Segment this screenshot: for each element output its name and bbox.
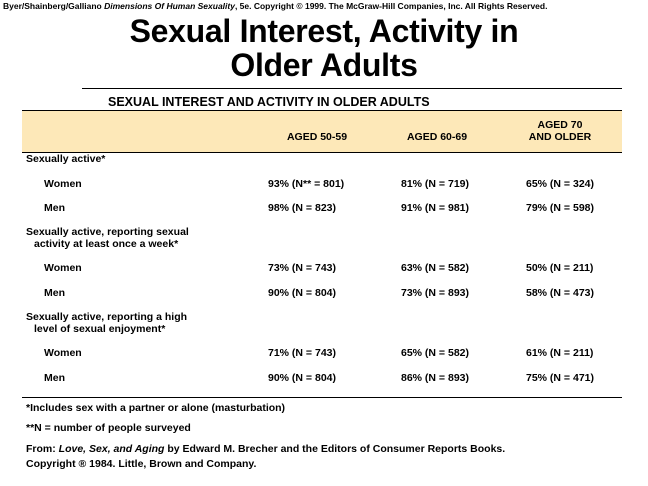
- table-cell: 90% (N = 804): [268, 372, 336, 384]
- table-cell: 50% (N = 211): [526, 262, 594, 274]
- table-cell: 81% (N = 719): [401, 178, 469, 190]
- table-caption: SEXUAL INTEREST AND ACTIVITY IN OLDER ADULTS: [108, 95, 430, 109]
- table-header-rule: [22, 152, 622, 153]
- table-cell: 63% (N = 582): [401, 262, 469, 274]
- section-label-enjoyment: [26, 311, 187, 335]
- table-cell: 91% (N = 981): [401, 202, 469, 214]
- row-label: Women: [44, 347, 82, 359]
- table-cell: 71% (N = 743): [268, 347, 336, 359]
- slide-title: [0, 14, 648, 82]
- column-header-70-line-1: AGED 70: [537, 119, 583, 131]
- section-label-sexually-active: Sexually active*: [26, 153, 106, 165]
- table-cell: 75% (N = 471): [526, 372, 594, 384]
- table-cell: 93% (N** = 801): [268, 178, 345, 190]
- table-cell: 65% (N = 582): [401, 347, 469, 359]
- row-label: Men: [44, 202, 65, 214]
- table-bottom-rule: [22, 397, 622, 398]
- row-label: Women: [44, 178, 82, 190]
- column-header-70-line-2: AND OLDER: [528, 131, 592, 143]
- table-cell: 98% (N = 823): [268, 202, 336, 214]
- table-cell: 79% (N = 598): [526, 202, 594, 214]
- section-label-line: level of sexual enjoyment*: [34, 323, 166, 335]
- section-label-line: Sexually active, reporting sexual: [26, 226, 189, 238]
- table-cell: 73% (N = 893): [401, 287, 469, 299]
- credit-rest: , 5e. Copyright © 1999. The McGraw-Hill Companies, Inc. All Rights Reserved.: [234, 1, 548, 11]
- column-header-50-59: AGED 50-59: [286, 131, 348, 143]
- section-label-weekly-activity: [26, 226, 189, 250]
- slide-title-line-2: Older Adults: [230, 47, 418, 83]
- table-cell: 65% (N = 324): [526, 178, 594, 190]
- footnote-includes: *Includes sex with a partner or alone (masturbation): [26, 402, 286, 414]
- table-cell: 58% (N = 473): [526, 287, 594, 299]
- credit-authors: Byer/Shainberg/Galliano: [3, 1, 102, 11]
- row-label: Men: [44, 287, 65, 299]
- table-cell: 61% (N = 211): [526, 347, 594, 359]
- credit-book-title: Dimensions Of Human Sexuality: [104, 1, 235, 11]
- source-prefix: From:: [26, 443, 59, 455]
- column-header-60-69: AGED 60-69: [406, 131, 468, 143]
- row-label: Men: [44, 372, 65, 384]
- section-label-line: Sexually active, reporting a high: [26, 311, 188, 323]
- footnote-n-definition: **N = number of people surveyed: [26, 422, 191, 434]
- source-rest: by Edward M. Brecher and the Editors of Consumer Reports Books.: [164, 443, 506, 455]
- table-cell: 86% (N = 893): [401, 372, 469, 384]
- column-header-70-plus: [515, 119, 605, 143]
- source-copyright: Copyright ® 1984. Little, Brown and Company.: [26, 458, 257, 470]
- source-citation: [26, 443, 505, 455]
- table-cell: 73% (N = 743): [268, 262, 336, 274]
- row-label: Women: [44, 262, 82, 274]
- copyright-credit-line: [3, 1, 547, 11]
- slide-title-line-1: Sexual Interest, Activity in: [129, 13, 519, 49]
- title-underline-rule: [82, 88, 622, 89]
- table-cell: 90% (N = 804): [268, 287, 336, 299]
- section-label-line: activity at least once a week*: [34, 238, 179, 250]
- source-book-title: Love, Sex, and Aging: [58, 443, 165, 455]
